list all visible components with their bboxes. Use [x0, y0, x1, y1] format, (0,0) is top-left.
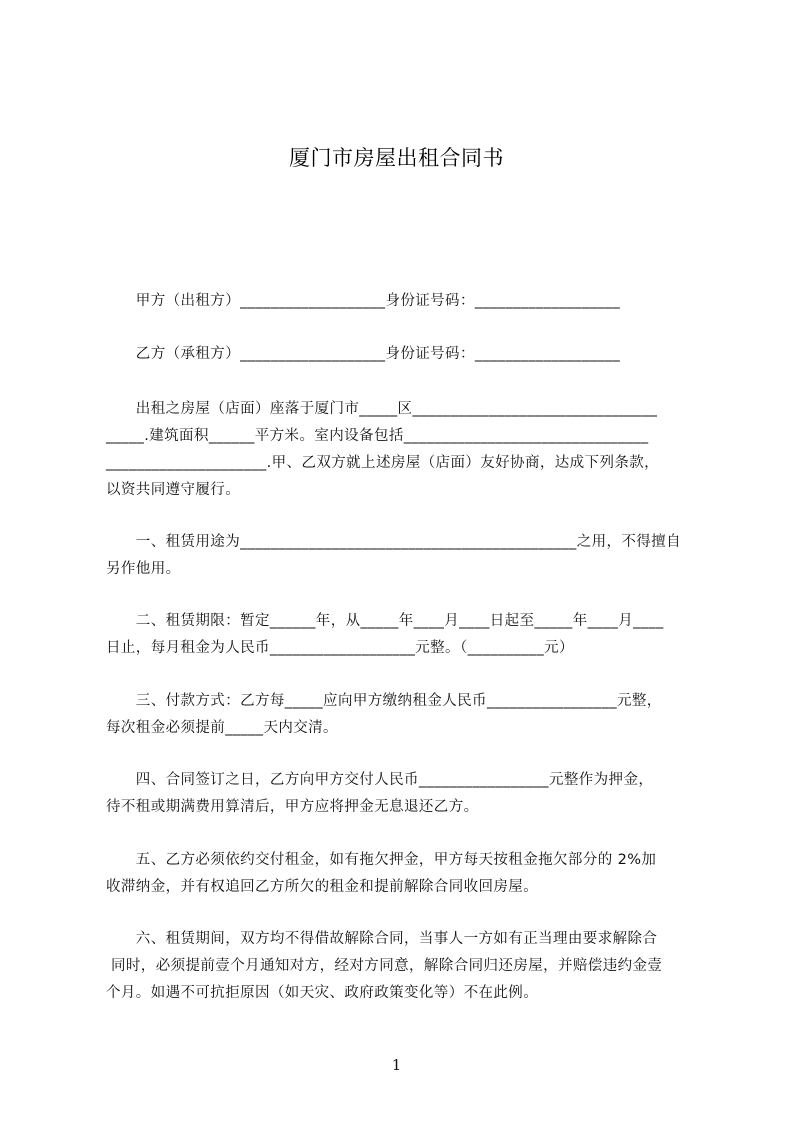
party-b-line: 乙方（承租方）___________________身份证号码：___________________	[106, 346, 621, 362]
premises-line-2: _____.建筑面积______平方米。室内设备包括________________________________	[106, 428, 649, 444]
clause-3-line-1: 三、付款方式：乙方每_____应向甲方缴纳租金人民币_________________元整，	[106, 693, 662, 709]
premises-line-1: 出租之房屋（店面）座落于厦门市_____区________________________________	[106, 401, 658, 417]
clause-2-line-2: 日止，每月租金为人民币___________________元整。（__________元）	[106, 640, 574, 656]
premises-line-4: 以资共同遵守履行。	[106, 482, 241, 498]
document-title: 厦门市房屋出租合同书	[289, 146, 504, 170]
premises-line-3: _____________________.甲、乙双方就上述房屋（店面）友好协商，达成下列条款，	[106, 455, 660, 471]
party-a-line: 甲方（出租方）___________________身份证号码：___________________	[106, 293, 621, 309]
clause-4-line-1: 四、合同签订之日，乙方向甲方交付人民币_________________元整作为押金，	[106, 772, 654, 788]
clause-6-line-2: 同时，必须提前壹个月通知对方，经对方同意，解除合同归还房屋，并赔偿违约金壹	[106, 958, 663, 974]
clause-1-line-2: 另作他用。	[106, 561, 181, 577]
clause-2-line-1: 二、租赁期限：暂定______年，从_____年____月____日起至_____年____月____	[106, 613, 664, 629]
clause-5-line-1: 五、乙方必须依约交付租金，如有拖欠押金，甲方每天按租金拖欠部分的 2%加	[106, 852, 657, 868]
clause-4-line-2: 待不租或期满费用算清后，甲方应将押金无息退还乙方。	[106, 799, 479, 815]
clause-1-line-1: 一、租赁用途为____________________________________________之用，不得擅自	[106, 534, 681, 550]
clause-6-line-1: 六、租赁期间，双方均不得借故解除合同，当事人一方如有正当理由要求解除合	[106, 931, 658, 947]
page-number: 1	[391, 1056, 402, 1074]
clause-6-line-3: 个月。如遇不可抗拒原因（如天灾、政府政策变化等）不在此例。	[106, 985, 539, 1001]
clause-3-line-2: 每次租金必须提前_____天内交清。	[106, 720, 338, 736]
clause-5-line-2: 收滞纳金，并有权追回乙方所欠的租金和提前解除合同收回房屋。	[106, 879, 539, 895]
